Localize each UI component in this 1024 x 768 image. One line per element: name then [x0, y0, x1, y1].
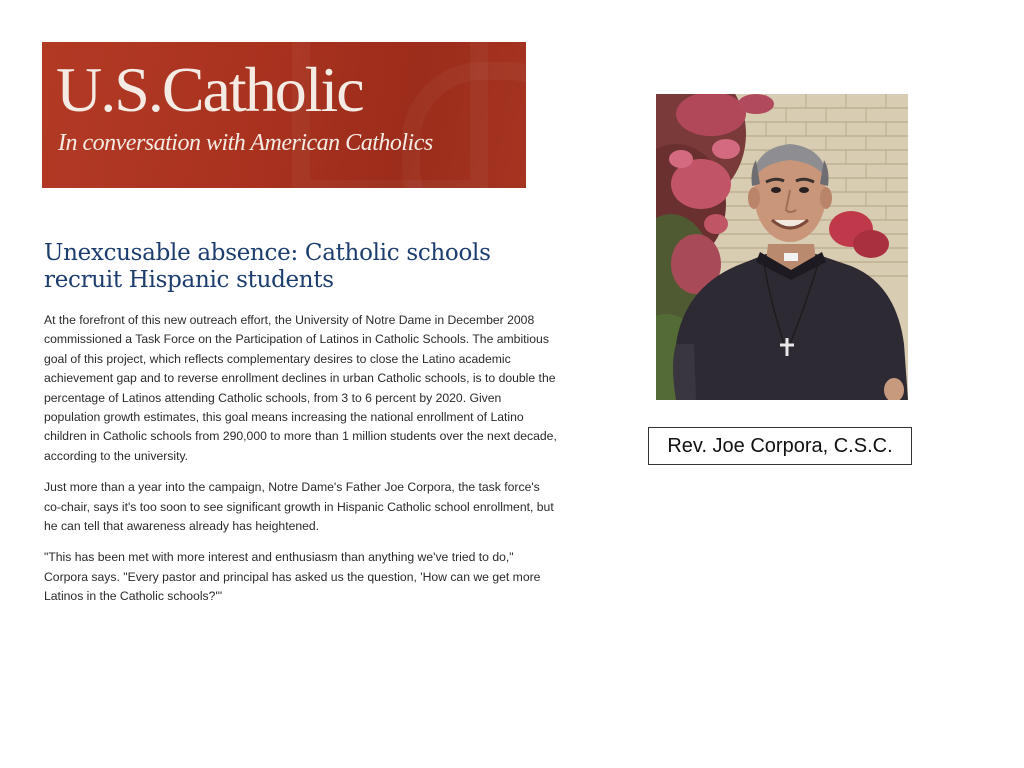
masthead-banner	[42, 42, 526, 188]
article-headline: Unexcusable absence: Catholic schools recruit Hispanic students	[44, 240, 491, 293]
article-body	[44, 311, 559, 619]
portrait-photo	[656, 94, 908, 400]
masthead-tagline: In conversation with American Catholics	[58, 130, 433, 156]
article-paragraph: "This has been met with more interest and enthusiasm than anything we've tried to do," Corpora says. "Every pastor and principal has asked us the question, 'How can we get more Latinos in the Catholic schools?'"	[44, 550, 541, 604]
masthead-title: U.S.Catholic	[56, 54, 363, 125]
photo-caption: Rev. Joe Corpora, C.S.C.	[648, 427, 912, 465]
article-paragraph: At the forefront of this new outreach effort, the University of Notre Dame in December 2008 commissioned a Task Force on the Participation of Latinos in Catholic Schools. The ambitious goal of this project, which reflects complementary desires to close the Latino academic achievement gap and to reverse enrollment declines in urban Catholic schools, is to double the percentage of Latinos attending Catholic schools, from 3 to 6 percent by 2020. Given population growth estimates, this goal means increasing the national enrollment of Latino children in Catholic schools from 290,000 to more than 1 million students over the next decade, according to the university.	[44, 313, 557, 463]
portrait-illustration	[656, 94, 908, 400]
article-paragraph: Just more than a year into the campaign, Notre Dame's Father Joe Corpora, the task force's co-chair, says it's too soon to see significant growth in Hispanic Catholic school enrollment, but he can tell that awareness already has heightened.	[44, 480, 554, 534]
